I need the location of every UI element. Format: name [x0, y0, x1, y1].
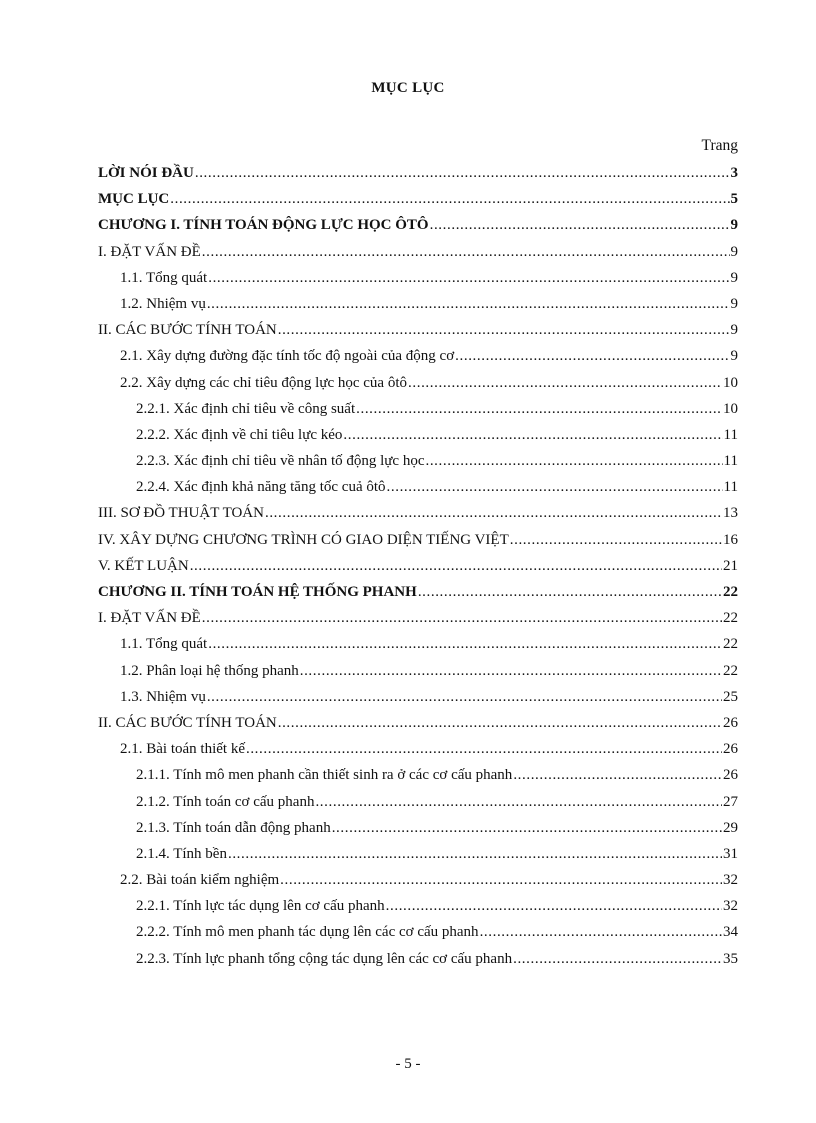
toc-entry[interactable] — [98, 846, 738, 872]
toc-entry-page: 11 — [723, 479, 738, 496]
toc-entry-page: 21 — [723, 557, 738, 574]
toc-entry[interactable] — [98, 715, 738, 741]
toc-entry-label: 2.1.4. Tính bền — [136, 845, 227, 862]
dot-leader — [332, 820, 722, 837]
toc-entry-label: I. ĐẶT VẤN ĐỀ — [98, 610, 201, 627]
toc-entry[interactable] — [98, 558, 738, 584]
toc-entry[interactable] — [98, 244, 738, 270]
page-number: - 5 - — [395, 1056, 421, 1072]
dot-leader — [510, 532, 722, 549]
toc-entry[interactable] — [98, 663, 738, 689]
dot-leader — [315, 794, 722, 811]
toc-entry-label: V. KẾT LUẬN — [98, 557, 189, 574]
toc-entry-page: 35 — [723, 950, 738, 967]
dot-leader — [207, 689, 722, 706]
toc-entry[interactable] — [98, 584, 738, 610]
toc-entry-label: 1.1. Tổng quát — [120, 269, 208, 286]
toc-entry-label: LỜI NÓI ĐẦU — [98, 165, 194, 181]
toc-entry[interactable] — [98, 794, 738, 820]
toc-entry-page: 27 — [723, 793, 738, 810]
dot-leader — [190, 558, 722, 575]
toc-entry-page: 22 — [723, 662, 738, 679]
toc-entry[interactable] — [98, 296, 738, 322]
dot-leader — [208, 270, 729, 287]
dot-leader — [387, 479, 723, 496]
dot-leader — [300, 663, 722, 680]
toc-entry-label: 2.2. Bài toán kiểm nghiệm — [120, 872, 280, 889]
dot-leader — [228, 846, 722, 863]
toc-entry-page: 9 — [730, 295, 738, 312]
toc-entry-page: 10 — [723, 400, 738, 417]
toc-entry-page: 9 — [730, 243, 738, 260]
dot-leader — [386, 898, 722, 915]
dot-leader — [425, 453, 722, 470]
toc-entry[interactable] — [98, 610, 738, 636]
toc-entry[interactable] — [98, 322, 738, 348]
toc-entry-label: I. ĐẶT VẤN ĐỀ — [98, 243, 201, 260]
toc-entry[interactable] — [98, 951, 738, 977]
toc-entry[interactable] — [98, 532, 738, 558]
toc-entry-page: 9 — [730, 348, 738, 365]
toc-entry-page: 31 — [723, 845, 738, 862]
toc-entry[interactable] — [98, 401, 738, 427]
toc-entry[interactable] — [98, 453, 738, 479]
toc-entry-page: 10 — [723, 374, 738, 391]
toc-entry-page: 11 — [723, 453, 738, 470]
toc-entry-page: 22 — [723, 610, 738, 627]
toc-entry[interactable] — [98, 217, 738, 243]
dot-leader — [513, 951, 722, 968]
toc-entry-label: 2.2.2. Xác định về chỉ tiêu lực kéo — [136, 426, 343, 443]
toc-entry-page: 26 — [723, 741, 738, 758]
toc-entry-label: IV. XÂY DỰNG CHƯƠNG TRÌNH CÓ GIAO DIỆN TIẾNG VIỆT — [98, 531, 509, 548]
toc-entry-page: 32 — [723, 898, 738, 915]
toc-entry-label: 2.2.4. Xác định khả năng tăng tốc cuả ôtô — [136, 479, 386, 496]
toc-entry-page: 11 — [723, 426, 738, 443]
toc-entry-label: 2.2.3. Xác định chỉ tiêu về nhân tố động lực học — [136, 453, 425, 470]
page-title: MỤC LỤC — [371, 80, 445, 96]
dot-leader — [343, 427, 722, 444]
toc-entry-page: 9 — [730, 269, 738, 286]
toc-entry[interactable] — [98, 898, 738, 924]
toc-entry-label: 2.1.3. Tính toán dẫn động phanh — [136, 819, 331, 836]
toc-entry-page: 32 — [723, 872, 738, 889]
dot-leader — [265, 505, 722, 522]
toc-entry-label: MỤC LỤC — [98, 191, 170, 208]
toc-entry-page: 9 — [730, 217, 738, 234]
dot-leader — [455, 348, 729, 365]
dot-leader — [513, 767, 722, 784]
toc-entry[interactable] — [98, 375, 738, 401]
toc-entry-page: 5 — [730, 191, 738, 208]
toc-entry-page: 22 — [723, 636, 738, 653]
dot-leader — [246, 741, 722, 758]
toc-entry[interactable] — [98, 689, 738, 715]
dot-leader — [280, 872, 722, 889]
toc-entry[interactable] — [98, 348, 738, 374]
toc-entry-label: 2.2.3. Tính lực phanh tổng cộng tác dụng lên các cơ cấu phanh — [136, 950, 513, 967]
dot-leader — [480, 924, 722, 941]
toc-entry-page: 16 — [723, 531, 738, 548]
toc-entry[interactable] — [98, 165, 738, 191]
dot-leader — [195, 165, 730, 182]
toc-entry[interactable] — [98, 924, 738, 950]
toc-entry[interactable] — [98, 872, 738, 898]
dot-leader — [202, 610, 722, 627]
dot-leader — [356, 401, 722, 418]
toc-entry-label: CHƯƠNG II. TÍNH TOÁN HỆ THỐNG PHANH — [98, 584, 417, 600]
toc-entry-label: CHƯƠNG I. TÍNH TOÁN ĐỘNG LỰC HỌC ÔTÔ — [98, 217, 429, 234]
toc-entry-page: 26 — [723, 767, 738, 784]
toc-entry[interactable] — [98, 505, 738, 531]
toc-entry-label: 2.2.1. Xác định chỉ tiêu về công suất — [136, 400, 356, 417]
toc-entry-label: 2.2. Xây dựng các chỉ tiêu động lực học của ôtô — [120, 374, 408, 391]
toc-entry-label: 1.3. Nhiệm vụ — [120, 688, 206, 705]
toc-entry[interactable] — [98, 636, 738, 662]
toc-entry-page: 34 — [723, 924, 738, 941]
toc-entry[interactable] — [98, 820, 738, 846]
dot-leader — [278, 715, 722, 732]
dot-leader — [202, 244, 730, 261]
page-column-label: Trang — [701, 137, 738, 154]
toc-entry-page: 29 — [723, 819, 738, 836]
toc-entry-label: 1.2. Nhiệm vụ — [120, 295, 206, 312]
dot-leader — [278, 322, 730, 339]
toc-entry-label: II. CÁC BƯỚC TÍNH TOÁN — [98, 714, 277, 731]
dot-leader — [170, 191, 729, 208]
toc-entry-label: 2.2.1. Tính lực tác dụng lên cơ cấu phanh — [136, 898, 385, 915]
dot-leader — [207, 296, 730, 313]
toc-entry[interactable] — [98, 427, 738, 453]
toc-entry-label: III. SƠ ĐỒ THUẬT TOÁN — [98, 505, 264, 522]
toc-entry-label: 2.1. Xây dựng đường đặc tính tốc độ ngoài của động cơ — [120, 348, 455, 365]
toc-entry-label: 2.1.1. Tính mô men phanh cần thiết sinh ra ở các cơ cấu phanh — [136, 767, 513, 784]
toc-entry-page: 3 — [730, 165, 738, 181]
toc-entry-label: 2.1. Bài toán thiết kế — [120, 741, 245, 758]
toc-entry-page: 9 — [730, 322, 738, 339]
toc-entry-label: 2.2.2. Tính mô men phanh tác dụng lên các cơ cấu phanh — [136, 924, 479, 941]
dot-leader — [418, 584, 722, 601]
toc-entry-label: 1.1. Tổng quát — [120, 636, 208, 653]
dot-leader — [208, 636, 722, 653]
toc-entry[interactable] — [98, 270, 738, 296]
toc-entry-label: II. CÁC BƯỚC TÍNH TOÁN — [98, 322, 277, 339]
toc-entry-page: 22 — [723, 584, 738, 600]
toc-entry[interactable] — [98, 741, 738, 767]
toc-entry-label: 2.1.2. Tính toán cơ cấu phanh — [136, 793, 315, 810]
dot-leader — [408, 375, 722, 392]
toc-entry-label: 1.2. Phân loại hệ thống phanh — [120, 662, 299, 679]
table-of-contents — [98, 165, 738, 977]
toc-entry-page: 13 — [723, 505, 738, 522]
toc-entry-page: 26 — [723, 714, 738, 731]
toc-entry[interactable] — [98, 479, 738, 505]
toc-entry-page: 25 — [723, 688, 738, 705]
toc-entry[interactable] — [98, 191, 738, 217]
dot-leader — [430, 217, 730, 234]
toc-entry[interactable] — [98, 767, 738, 793]
